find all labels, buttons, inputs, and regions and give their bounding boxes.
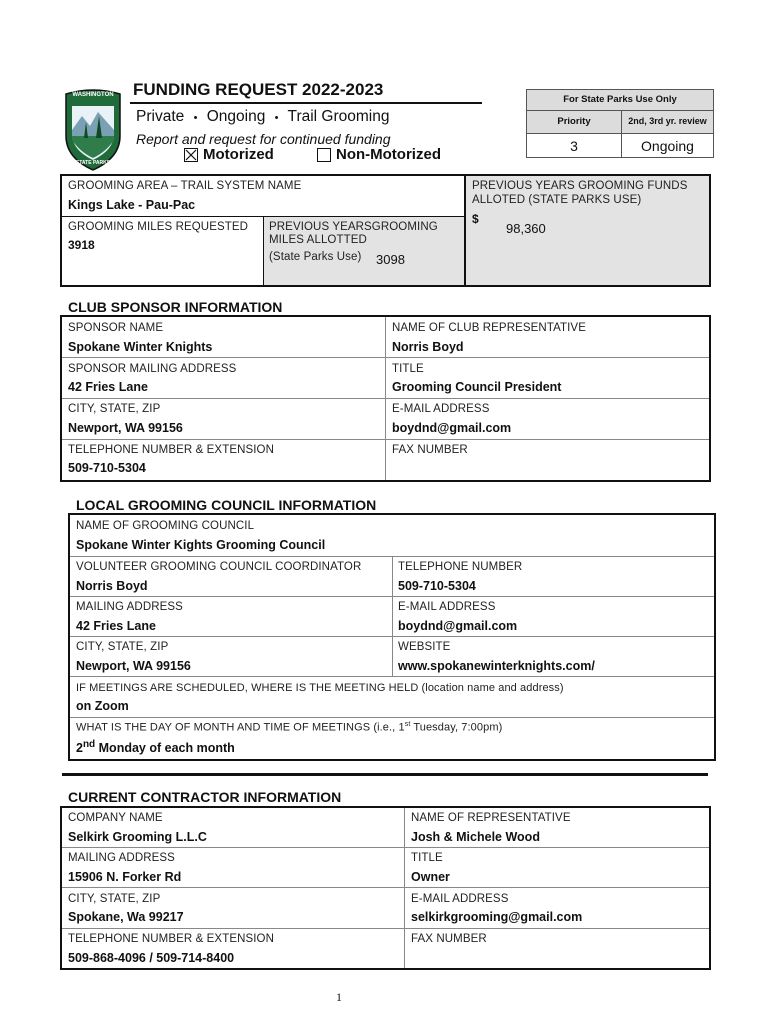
non-motorized-label: Non-Motorized <box>336 146 441 163</box>
prev-funds-label-1: PREVIOUS YEARS GROOMING FUNDS <box>472 180 688 192</box>
council-web-value[interactable]: www.spokanewinterknights.com/ <box>398 659 595 673</box>
sponsor-csz-label: CITY, STATE, ZIP <box>68 403 161 415</box>
club-email-value[interactable]: boydnd@gmail.com <box>392 421 512 435</box>
contractor-csz-value[interactable]: Spokane, Wa 99217 <box>68 910 184 924</box>
state-parks-heading: For State Parks Use Only <box>563 94 677 105</box>
motorized-checkbox[interactable] <box>184 148 198 162</box>
council-phone-label: TELEPHONE NUMBER <box>398 561 523 573</box>
meeting-day-value-text: Monday of each month <box>95 741 235 756</box>
bullet: • <box>193 112 198 124</box>
council-web-label: WEBSITE <box>398 641 451 653</box>
contractor-csz-label: CITY, STATE, ZIP <box>68 893 161 905</box>
council-heading: LOCAL GROOMING COUNCIL INFORMATION <box>76 497 377 513</box>
prev-funds-label-2: ALLOTED (STATE PARKS USE) <box>472 194 642 206</box>
contractor-email-label: E-MAIL ADDRESS <box>411 893 509 905</box>
contractor-title-value[interactable]: Owner <box>411 870 450 884</box>
meeting-day-label-text-2: Tuesday, 7:00pm) <box>410 721 503 734</box>
contractor-phone-label: TELEPHONE NUMBER & EXTENSION <box>68 933 275 945</box>
council-email-label: E-MAIL ADDRESS <box>398 601 496 613</box>
title-underline <box>130 102 482 104</box>
prev-funds-value[interactable]: 98,360 <box>506 221 546 236</box>
contractor-rep-label: NAME OF REPRESENTATIVE <box>411 812 571 824</box>
council-mail-value[interactable]: 42 Fries Lane <box>76 619 156 633</box>
washington-state-parks-logo <box>62 86 124 172</box>
meeting-day-value[interactable] <box>76 739 235 755</box>
club-title-label: TITLE <box>392 363 424 375</box>
meeting-day-value-num: 2 <box>76 741 83 756</box>
council-mail-label: MAILING ADDRESS <box>76 601 183 613</box>
contractor-email-value[interactable]: selkirkgrooming@gmail.com <box>411 910 583 924</box>
page-title: FUNDING REQUEST 2022-2023 <box>133 80 384 99</box>
subtitle <box>136 108 389 126</box>
state-parks-box <box>526 89 714 158</box>
subtitle-trail-grooming: Trail Grooming <box>287 108 390 125</box>
prev-miles-value[interactable]: 3098 <box>376 252 405 267</box>
miles-requested-value[interactable]: 3918 <box>68 238 95 252</box>
coordinator-value[interactable]: Norris Boyd <box>76 579 148 593</box>
sponsor-phone-label: TELEPHONE NUMBER & EXTENSION <box>68 444 275 456</box>
logo-text-top: WASHINGTON <box>72 92 114 98</box>
council-email-value[interactable]: boydnd@gmail.com <box>398 619 518 633</box>
contractor-mail-value[interactable]: 15906 N. Forker Rd <box>68 870 182 884</box>
coordinator-label: VOLUNTEER GROOMING COUNCIL COORDINATOR <box>76 561 362 573</box>
council-phone-value[interactable]: 509-710-5304 <box>398 579 476 593</box>
contractor-title-label: TITLE <box>411 852 443 864</box>
prev-miles-label-3: (State Parks Use) <box>269 251 362 263</box>
priority-header: Priority <box>557 116 591 127</box>
company-name-value[interactable]: Selkirk Grooming L.L.C <box>68 830 207 844</box>
contractor-rep-value[interactable]: Josh & Michele Wood <box>411 830 540 844</box>
meeting-day-label-text: WHAT IS THE DAY OF MONTH AND TIME OF MEETINGS (i.e., 1 <box>76 721 405 734</box>
meeting-day-value-sup: nd <box>82 739 96 750</box>
council-name-value[interactable]: Spokane Winter Kights Grooming Council <box>76 538 326 552</box>
club-rep-label: NAME OF CLUB REPRESENTATIVE <box>392 322 586 334</box>
council-csz-label: CITY, STATE, ZIP <box>76 641 169 653</box>
sponsor-csz-value[interactable]: Newport, WA 99156 <box>68 421 183 435</box>
checked-x-icon <box>185 149 197 161</box>
sponsor-mail-value[interactable]: 42 Fries Lane <box>68 380 148 394</box>
council-csz-value[interactable]: Newport, WA 99156 <box>76 659 191 673</box>
subtitle-private: Private <box>136 108 185 125</box>
priority-value: 3 <box>570 138 578 154</box>
grooming-area-label: GROOMING AREA – TRAIL SYSTEM NAME <box>68 180 302 192</box>
club-title-value[interactable]: Grooming Council President <box>392 380 562 394</box>
motorized-label: Motorized <box>203 146 274 163</box>
section-divider <box>62 773 708 776</box>
logo-text-bottom: STATE PARKS <box>75 160 111 166</box>
grooming-area-value[interactable]: Kings Lake - Pau-Pac <box>68 198 196 212</box>
club-fax-label: FAX NUMBER <box>392 444 468 456</box>
sponsor-name-value[interactable]: Spokane Winter Knights <box>68 340 213 354</box>
bullet: • <box>274 112 279 124</box>
prev-funds-cell <box>465 176 709 285</box>
sponsor-phone-value[interactable]: 509-710-5304 <box>68 461 146 475</box>
non-motorized-checkbox[interactable] <box>317 148 331 162</box>
currency-symbol: $ <box>472 212 479 226</box>
contractor-phone-value[interactable]: 509-868-4096 / 509-714-8400 <box>68 951 235 965</box>
club-rep-value[interactable]: Norris Boyd <box>392 340 464 354</box>
review-header: 2nd, 3rd yr. review <box>628 116 707 126</box>
meeting-day-label <box>76 721 502 734</box>
miles-requested-label: GROOMING MILES REQUESTED <box>68 221 249 233</box>
sponsor-name-label: SPONSOR NAME <box>68 322 164 334</box>
club-sponsor-heading: CLUB SPONSOR INFORMATION <box>68 299 283 315</box>
company-name-label: COMPANY NAME <box>68 812 163 824</box>
tagline: Report and request for continued funding <box>136 131 391 147</box>
prev-miles-label-2: MILES ALLOTTED <box>269 234 367 246</box>
prev-miles-label-1: PREVIOUS YEARSGROOMING <box>269 221 438 233</box>
page-number: 1 <box>336 990 342 1004</box>
review-value: Ongoing <box>641 138 694 154</box>
meeting-location-value[interactable]: on Zoom <box>76 699 129 713</box>
sponsor-mail-label: SPONSOR MAILING ADDRESS <box>68 363 237 375</box>
council-name-label: NAME OF GROOMING COUNCIL <box>76 520 255 532</box>
meeting-location-label: IF MEETINGS ARE SCHEDULED, WHERE IS THE MEETING HELD (location name and address) <box>76 682 564 694</box>
contractor-mail-label: MAILING ADDRESS <box>68 852 175 864</box>
club-email-label: E-MAIL ADDRESS <box>392 403 490 415</box>
contractor-heading: CURRENT CONTRACTOR INFORMATION <box>68 789 342 805</box>
meeting-day-label-sup: st <box>404 721 411 728</box>
subtitle-ongoing: Ongoing <box>206 108 266 125</box>
contractor-fax-label: FAX NUMBER <box>411 933 487 945</box>
